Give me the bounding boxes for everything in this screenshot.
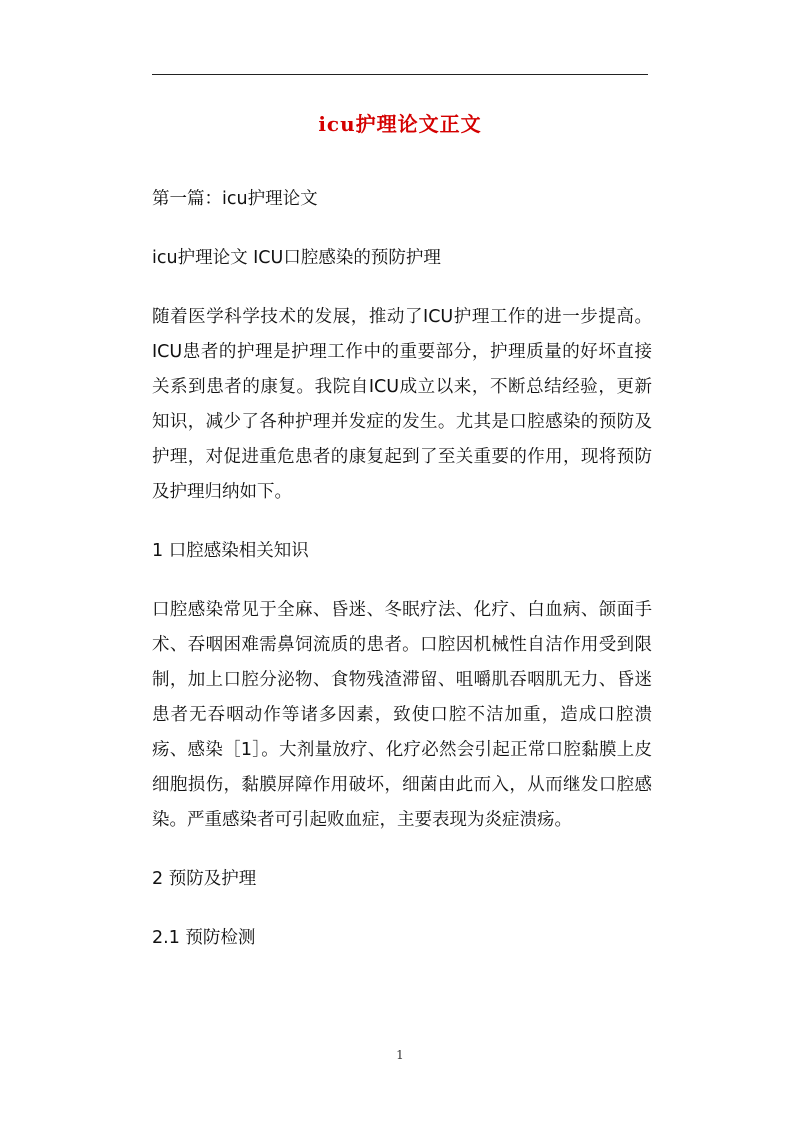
document-title: icu护理论文正文 [318, 112, 482, 136]
section-heading: 第一篇：icu护理论文 [152, 189, 318, 209]
section-heading-2: 2 预防及护理 [152, 869, 257, 889]
paragraph-intro: 随着医学科学技术的发展，推动了ICU护理工作的进一步提高。ICU患者的护理是护理工作中的重要部分，护理质量的好坏直接关系到患者的康复。我院自ICU成立以来，不断总结经验，更新知识，减少了各种护理并发症的发生。尤其是口腔感染的预防及护理，对促进重危患者的康复起到了至关重要的作用，现将预防及护理归纳如下。 [152, 307, 652, 502]
document-body [152, 182, 652, 980]
header-rule [152, 74, 648, 75]
section-heading-1: 1 口腔感染相关知识 [152, 541, 309, 561]
paragraph-oral-infection: 口腔感染常见于全麻、昏迷、冬眠疗法、化疗、白血病、颌面手术、吞咽困难需鼻饲流质的患者。口腔因机械性自洁作用受到限制，加上口腔分泌物、食物残渣滞留、咀嚼肌吞咽肌无力、昏迷患者无吞咽动作等诸多因素，致使口腔不洁加重，造成口腔溃疡、感染［1］。大剂量放疗、化疗必然会引起正常口腔黏膜上皮细胞损伤，黏膜屏障作用破坏，细菌由此而入，从而继发口腔感染。严重感染者可引起败血症，主要表现为炎症溃疡。 [152, 600, 652, 830]
page-number: 1 [396, 1048, 404, 1062]
subsection-heading-2-1: 2.1 预防检测 [152, 928, 256, 948]
article-title: icu护理论文 ICU口腔感染的预防护理 [152, 248, 441, 268]
